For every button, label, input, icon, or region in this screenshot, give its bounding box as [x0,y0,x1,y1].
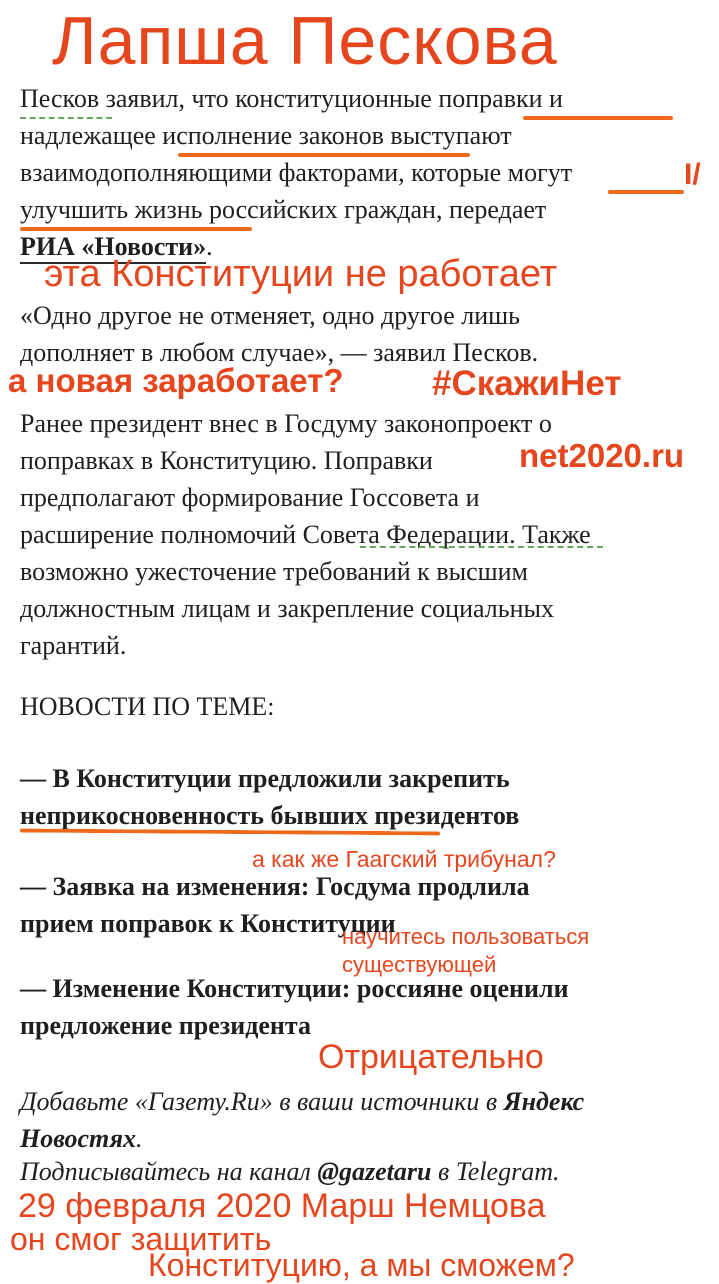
p1-end: . [206,232,213,261]
related-item-3[interactable] [20,970,709,1044]
annotation-new-will-work: а новая заработает? [8,362,344,399]
related-1-line-2: неприкосновенность бывших президентов [20,801,520,830]
annotation-hashtag: #СкажиНет [432,364,622,403]
annotation-learn-line-2: существующей [342,952,497,977]
p3-line-4: расширение полномочий Совета Федерации. Также [20,520,591,549]
orange-underline-mogut [608,190,684,194]
green-dotted-underline-1 [20,117,112,119]
green-dotted-underline-2 [360,546,603,548]
related-1-line-1: — В Конституции предложили закрепить [20,764,510,793]
orange-underline-ispolnenie [178,153,470,157]
p3-line-5: возможно ужесточение требований к высшим [20,557,528,586]
footer-yandex [20,1083,709,1157]
yandex-link[interactable]: Яндекс [503,1087,585,1116]
quote-line-2: дополняет в любом случае», — заявил Песков. [20,338,539,367]
p1-line-1: Песков заявил, что конституционные поправки и [20,84,563,113]
p3-line-7: гарантий. [20,631,127,660]
annotation-hague: а как же Гаагский трибунал? [252,846,556,872]
ria-novosti-link[interactable]: РИА «Новости» [20,232,206,264]
quote-paragraph [20,297,709,371]
annotation-he-could: он смог защитить [10,1221,272,1257]
related-3-line-1: — Изменение Конституции: россияне оценили [20,974,569,1003]
annotation-march: 29 февраля 2020 Марш Немцова [18,1187,546,1225]
footer-yandex-end: . [135,1124,143,1153]
p3-line-6: должностным лицам и закрепление социальных [20,594,554,623]
p1-line-4: улучшить жизнь российских граждан, передает [20,195,547,224]
p3-line-2: поправках в Конституцию. Поправки [20,446,433,475]
related-item-1[interactable] [20,760,709,834]
orange-underline-uluchshit [20,227,252,231]
annotation-negatively: Отрицательно [318,1038,544,1076]
related-2-line-1: — Заявка на изменения: Госдума продлила [20,872,530,901]
orange-underline-popravki [523,116,673,120]
paragraph-1 [20,80,709,265]
annotation-can-we: Конституцию, а мы сможем? [148,1247,575,1283]
annotation-constitution-not-working: эта Конституции не работает [44,253,558,295]
footer-telegram-text: Подписывайтесь на канал [20,1157,318,1186]
related-3-line-2: предложение президента [20,1011,311,1040]
p1-line-3: взаимодополняющими факторами, которые могут [20,158,573,187]
annotation-site: net2020.ru [519,437,685,474]
footer-yandex-text: Добавьте «Газету.Ru» в ваши источники в [20,1087,504,1116]
p3-line-1: Ранее президент внес в Госдуму законопроект о [20,409,552,438]
margin-marks: I/ [684,158,701,191]
footer-telegram-end: в Telegram. [431,1157,560,1186]
related-header: НОВОСТИ ПО ТЕМЕ: [20,692,275,721]
p3-line-3: предполагают формирование Госсовета и [20,483,480,512]
title-annotation: Лапша Пескова [52,3,558,79]
quote-line-1: «Одно другое не отменяет, одно другое лишь [20,301,521,330]
related-2-line-2: прием поправок к Конституции [20,909,396,938]
telegram-channel-link[interactable]: @gazetaru [317,1157,432,1186]
p1-line-2: надлежащее исполнение законов выступают [20,121,512,150]
yandex-news-link[interactable]: Новостях [20,1124,136,1153]
footer-telegram [20,1153,709,1190]
annotation-learn-line-1: научитесь пользоваться [342,924,590,949]
